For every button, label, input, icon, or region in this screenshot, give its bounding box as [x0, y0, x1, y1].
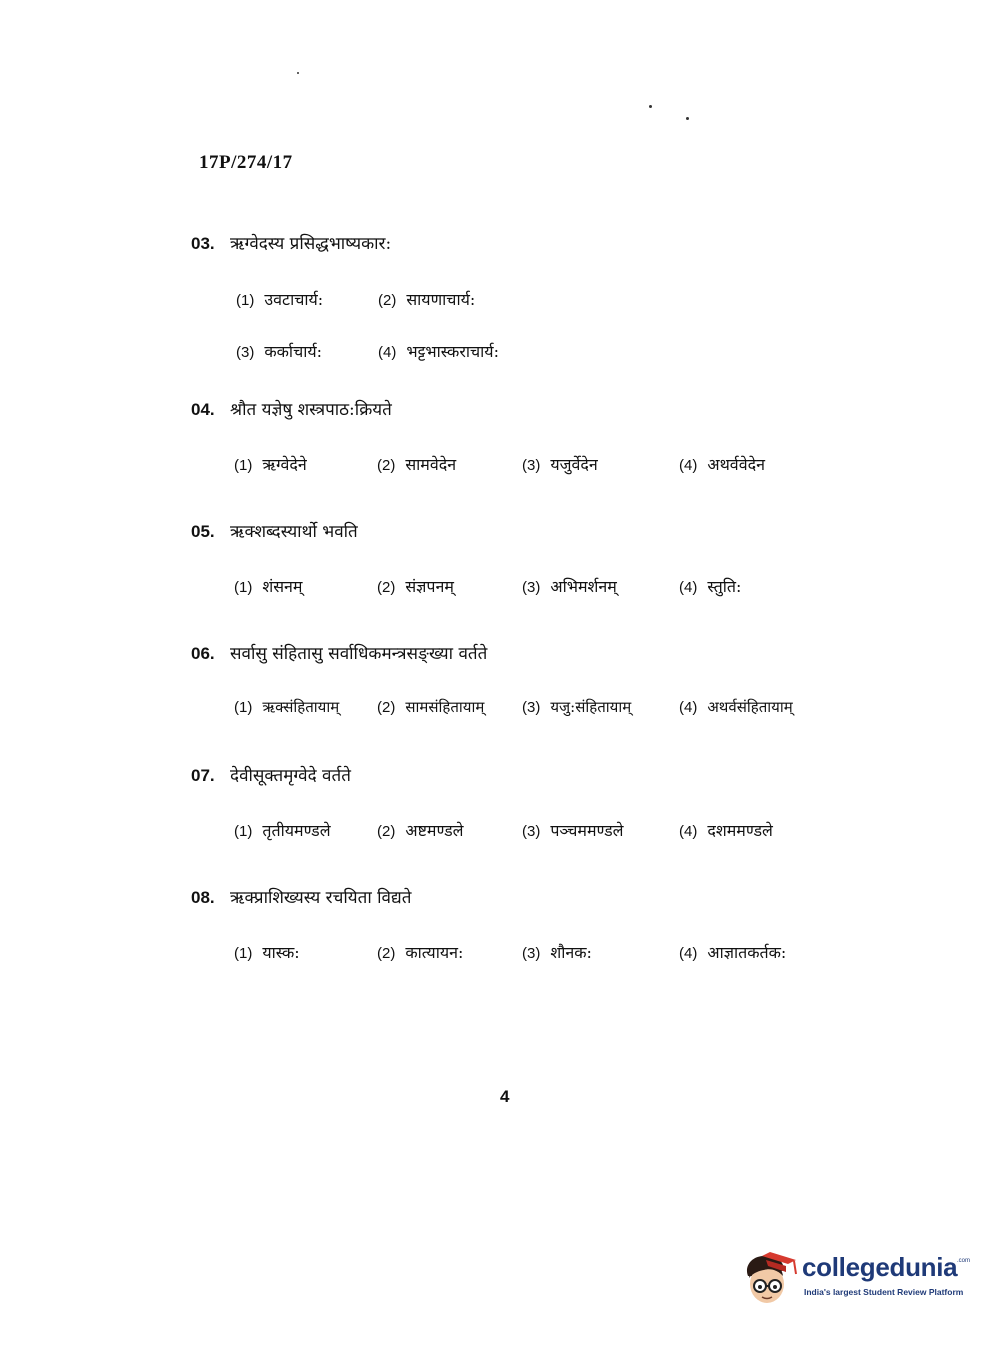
option-text: यजुर्वेदेन: [550, 455, 598, 474]
logo-dotcom: .com: [957, 1258, 971, 1264]
question-number: 07.: [191, 766, 215, 785]
option: [377, 697, 484, 717]
option-number: (1): [236, 292, 255, 309]
question-text: ऋक्प्राशिख्यस्य रचयिता विद्यते: [230, 888, 412, 908]
option-text: कात्यायन:: [405, 943, 464, 962]
option-number: (1): [234, 457, 253, 474]
paper-code: 17P/274/17: [199, 152, 293, 173]
option: [522, 575, 617, 597]
question-05: [191, 519, 358, 542]
option-text: ऋक्संहितायाम्: [262, 698, 340, 716]
question-text: सर्वासु संहितासु सर्वाधिकमन्त्रसङ्ख्या वर्तते: [230, 644, 488, 664]
option-text: दशममण्डले: [707, 821, 773, 840]
option-number: (2): [377, 699, 396, 716]
question-text: ऋग्वेदस्य प्रसिद्धभाष्यकार:: [230, 234, 392, 254]
option: [679, 575, 741, 597]
question-number: 04.: [191, 400, 215, 419]
question-04: [191, 397, 392, 420]
question-text: ऋक्शब्दस्यार्थो भवति: [230, 522, 358, 542]
option-number: (1): [234, 945, 253, 962]
logo-tagline: India's largest Student Review Platform: [804, 1287, 964, 1297]
option-text: संज्ञपनम्: [405, 577, 454, 596]
option-number: (2): [377, 823, 396, 840]
option-number: (4): [679, 823, 698, 840]
option: [236, 340, 322, 362]
option-number: (4): [679, 579, 698, 596]
option: [522, 697, 631, 717]
option: [679, 941, 786, 963]
option-number: (1): [234, 823, 253, 840]
question-text: श्रौत यज्ञेषु शस्त्रपाठ:क्रियते: [230, 400, 392, 420]
option: [378, 288, 475, 310]
option-text: अथर्ववेदेन: [707, 455, 765, 474]
option-text: ऋग्वेदेने: [262, 455, 307, 474]
option: [234, 941, 300, 963]
option: [378, 340, 499, 362]
question-text: देवीसूक्तमृग्वेदे वर्तते: [230, 766, 351, 786]
option-number: (3): [522, 945, 541, 962]
option-text: स्तुति:: [707, 577, 742, 596]
question-number: 05.: [191, 522, 215, 541]
option-text: सायणाचार्य:: [406, 290, 476, 309]
option-number: (4): [679, 945, 698, 962]
option-text: तृतीयमण्डले: [262, 821, 331, 840]
option: [522, 819, 624, 841]
option: [377, 819, 464, 841]
option-text: यजु:संहितायाम्: [550, 698, 632, 716]
option-text: आज्ञातकर्तक:: [707, 943, 787, 962]
option-number: (4): [679, 699, 698, 716]
option-text: अष्टमण्डले: [405, 821, 464, 840]
collegedunia-logo[interactable]: [740, 1250, 970, 1310]
question-03: [191, 231, 391, 254]
option-text: भट्टभास्कराचार्य:: [406, 342, 499, 361]
option-number: (1): [234, 579, 253, 596]
mascot-icon: [740, 1250, 800, 1310]
option: [234, 819, 331, 841]
option-number: (3): [522, 823, 541, 840]
option-number: (2): [377, 945, 396, 962]
option-number: (2): [378, 292, 397, 309]
option-number: (4): [378, 344, 397, 361]
question-07: [191, 763, 351, 786]
option-text: यास्क:: [262, 943, 300, 962]
option-text: सामसंहितायाम्: [405, 698, 485, 716]
question-number: 03.: [191, 234, 215, 253]
option-text: पञ्चममण्डले: [550, 821, 624, 840]
option: [377, 941, 463, 963]
option: [377, 575, 454, 597]
option-text: अथर्वसंहितायाम्: [707, 698, 793, 716]
option-number: (3): [522, 699, 541, 716]
page-number: 4: [500, 1087, 510, 1106]
question-number: 06.: [191, 644, 215, 663]
scan-speck: [649, 105, 652, 108]
option: [234, 697, 339, 717]
option-number: (3): [522, 457, 541, 474]
option-text: अभिमर्शनम्: [550, 577, 617, 596]
question-06: [191, 641, 487, 664]
option-text: शौनक:: [550, 943, 592, 962]
option-number: (3): [522, 579, 541, 596]
option-number: (2): [377, 457, 396, 474]
option: [679, 697, 793, 717]
option-number: (3): [236, 344, 255, 361]
option: [234, 453, 307, 475]
option: [679, 819, 773, 841]
option-number: (2): [377, 579, 396, 596]
option-text: उवटाचार्य:: [264, 290, 324, 309]
option: [236, 288, 323, 310]
scan-speck: [686, 117, 689, 120]
logo-wordmark: collegedunia: [802, 1252, 958, 1282]
option-number: (4): [679, 457, 698, 474]
option: [234, 575, 303, 597]
option-text: सामवेदेन: [405, 455, 457, 474]
question-08: [191, 885, 411, 908]
option: [522, 453, 598, 475]
option-text: कर्काचार्य:: [264, 342, 323, 361]
option: [522, 941, 592, 963]
scan-speck: [297, 72, 299, 74]
option: [377, 453, 456, 475]
option: [679, 453, 765, 475]
question-number: 08.: [191, 888, 215, 907]
option-text: शंसनम्: [262, 577, 303, 596]
option-number: (1): [234, 699, 253, 716]
